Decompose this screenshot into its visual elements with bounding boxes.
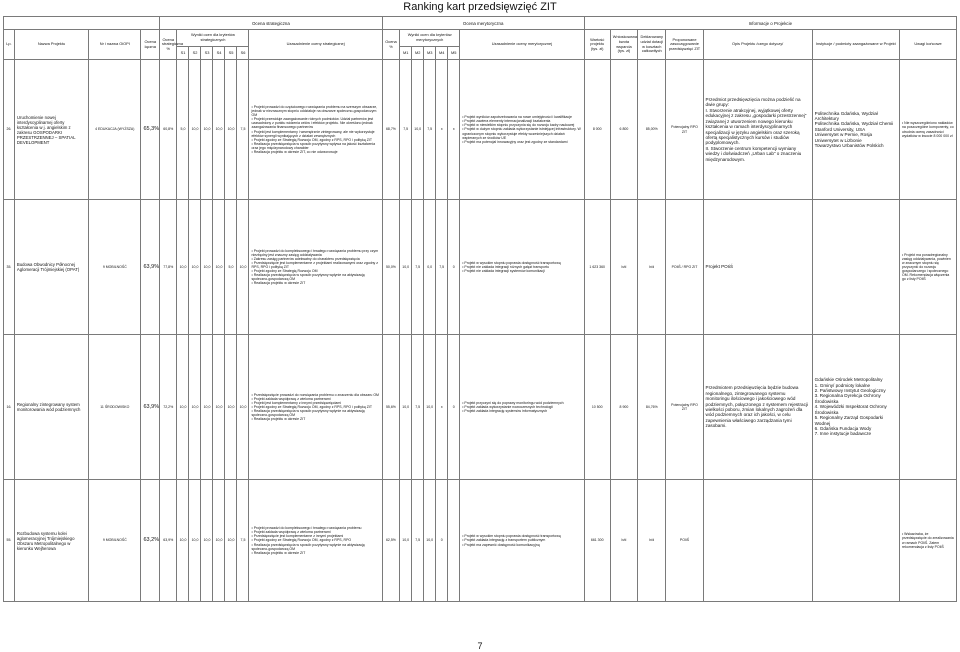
lp-cell: 55.: [4, 480, 15, 602]
total-score-cell: 63,9%: [141, 335, 160, 480]
m4-cell: x: [436, 335, 448, 480]
s3-cell: 10,0: [201, 60, 213, 200]
justification-item: • Projekt zawiera elementy internacjonalizacji kształcenia: [462, 119, 581, 123]
justification-item: • Projekt nie zakłada integracji różnych gałęzi transportu: [462, 265, 581, 269]
header-s5: S5: [225, 47, 237, 60]
institutions-cell: [812, 200, 899, 335]
justification-item: • Projekt przyczyni się do poprawy monitoringu wód podziemnych: [462, 401, 581, 405]
justification-item: • Projekt zgodny ze Strategią Rozwoju OM, zgodny z RPS, RPO: [251, 538, 379, 542]
m1-cell: 7,5: [400, 60, 412, 200]
m3-cell: 7,5: [424, 60, 436, 200]
total-score-cell: 63,9%: [141, 200, 160, 335]
funding-source-cell: POIiŚ: [666, 480, 703, 602]
header-oiopr: Nr i nazwa OiOPI: [89, 30, 141, 60]
justification-item: • Projekt nie zakłada integracji systemów komunikacji: [462, 269, 581, 273]
m2-cell: 10,0: [412, 60, 424, 200]
remarks-cell: [899, 200, 956, 335]
header-m2: M2: [412, 47, 424, 60]
justification-item: • Projekt zakłada integrację systemów informatycznych: [462, 409, 581, 413]
s1-cell: 10,0: [177, 335, 189, 480]
header-strategic-criteria: Wyniki ocen dla kryteriów strategicznych: [177, 30, 249, 47]
remarks-cell: [899, 335, 956, 480]
oiopr-cell: 9 MOBILNOŚĆ: [89, 480, 141, 602]
institution-line: 3. Regionalna Dyrekcja Ochrony Środowiska: [814, 393, 881, 404]
funding-source-cell: POIiŚ / RPO ZIT: [666, 200, 703, 335]
strategic-score-cell: 77,8%: [160, 200, 177, 335]
justification-item: • Realizacja projektu w okresie ZIT: [251, 281, 379, 285]
justification-item: • Projekt zgodny ze Strategią Rozwoju OM: [251, 269, 379, 273]
header-s3: S3: [201, 47, 213, 60]
column-header-row: [4, 30, 957, 47]
project-name-cell: Rozbudowa systemu kolei aglomeracyjnej Trójmiejskiego Obszaru Metropolitalnego w kierunku Wejherowa: [14, 480, 88, 602]
justification-item: • Projekt zakłada integrację z transportem publicznym: [462, 538, 581, 542]
header-s6: S6: [237, 47, 249, 60]
justification-item: • Projekt zgodny ze Strategią Rozwoju OM, zgodny z RPS, RPO i polityką ZIT: [251, 138, 379, 142]
s6-cell: 7,5: [237, 60, 249, 200]
project-name-cell: Uruchomienie nowej interdyscyplinarnej oferty kształcenia w j. angielskim z zakresu GOSPODARKI PRZESTRZENNEJ – SPATIAL DEVELOPMENT: [14, 60, 88, 200]
institution-line: 6. Gdańska Fundacja Wody: [814, 425, 872, 431]
m2-cell: 7,5: [412, 335, 424, 480]
substantive-score-cell: 68,7%: [382, 60, 399, 200]
m4-cell: 7,5: [436, 200, 448, 335]
institutions-cell: [812, 60, 899, 200]
m4-cell: x: [436, 60, 448, 200]
project-value-cell: 10 500: [584, 335, 610, 480]
justification-item: • Projekt prowadzi do częściowego rozwiązania problemu na szerszym obszarze, jednak w nieznacznym stopniu oddziałuje na obszarze społeczno-gospodarczym OM: [251, 105, 379, 117]
substantive-score-cell: 55,6%: [382, 335, 399, 480]
substantive-justification-cell: [460, 200, 584, 335]
substantive-score-cell: 50,0%: [382, 200, 399, 335]
header-s2: S2: [189, 47, 201, 60]
justification-item: • Realizacja projektu w okresie ZIT: [251, 417, 379, 421]
oiopr-cell: 4 EDUKACJA (WYŻSZA): [89, 60, 141, 200]
substantive-justification-cell: [460, 480, 584, 602]
group-header-strategic: Ocena strategiczna: [160, 17, 383, 30]
justification-item: • Projekt zakłada współpracę z wieloma partnerami: [251, 397, 379, 401]
s2-cell: 10,0: [189, 200, 201, 335]
s5-cell: 10,0: [225, 60, 237, 200]
institutions-cell: [812, 480, 899, 602]
strategic-justification-cell: [249, 60, 382, 200]
strategic-score-cell: 60,8%: [160, 60, 177, 200]
institution-line: Towarzystwo Urbanistów Polskich: [814, 143, 884, 149]
institution-line: Uniwersytet w Lizbonie: [814, 137, 862, 143]
institution-line: Gdańskie Ośrodek Metropolitalny: [814, 377, 883, 383]
header-m4: M4: [436, 47, 448, 60]
substantive-justification-cell: [460, 60, 584, 200]
s6-cell: 7,5: [237, 480, 249, 602]
description-cell: [703, 480, 812, 602]
m1-cell: 10,0: [400, 200, 412, 335]
institution-line: 7. Inne instytucje badawcze: [814, 431, 872, 437]
header-funding-source: Proponowane zasoczęgowanie przedsięwzięć ZIT: [666, 30, 703, 60]
justification-item: • Projekt wyników zapotrzebowania na nowe umiejętności i kwalifikacje: [462, 115, 581, 119]
s1-cell: 5,0: [177, 60, 189, 200]
header-substantive-criteria: Wyniki ocen dla kryteriów merytorycznych: [400, 30, 460, 47]
m3-cell: 10,0: [424, 480, 436, 602]
justification-item: • Projekt jest komplementarny i wewnętrznie zintegrowany, ale nie wykorzystuje efektów synergii wynikających z działań zewnętrznych: [251, 130, 379, 138]
strategic-justification-cell: [249, 200, 382, 335]
s4-cell: 10,0: [213, 60, 225, 200]
m5-cell: 0: [448, 200, 460, 335]
project-name-cell: Budowa Obwodnicy Północnej Aglomeracji Trójmiejskiej (OPAT): [14, 200, 88, 335]
institution-line: 4. Wojewódzki Inspektorat Ochrony Środowiska: [814, 404, 887, 415]
m5-cell: [448, 480, 460, 602]
subsidy-share-cell: 85,00%: [638, 60, 666, 200]
group-header-row: [4, 17, 957, 30]
substantive-justification-cell: [460, 335, 584, 480]
header-requested-amount: Wnioskowana kwota wsparcia (tys. zł): [610, 30, 637, 60]
header-substantive-score: Ocena %: [382, 30, 399, 60]
s5-cell: 10,0: [225, 335, 237, 480]
page-number: 7: [477, 641, 483, 651]
m2-cell: 7,5: [412, 200, 424, 335]
strategic-justification-cell: [249, 480, 382, 602]
header-m3: M3: [424, 47, 436, 60]
institution-line: Stanford University, USA: [814, 126, 866, 132]
remark-item: • Wskazówka, że przedsięwzięcie do zrealizowania w ramach POIiŚ. Zatem rekomendacja z listy POIiŚ: [902, 532, 954, 548]
description-cell: [703, 335, 812, 480]
lp-cell: 16.: [4, 335, 15, 480]
s5-cell: 10,0: [225, 480, 237, 602]
m5-cell: x: [448, 60, 460, 200]
institution-line: Politechnika Gdańska, Wydział Architektury: [814, 110, 878, 121]
m1-cell: 10,0: [400, 335, 412, 480]
m2-cell: 7,5: [412, 480, 424, 602]
project-value-cell: 661 300: [584, 480, 610, 602]
institution-line: 2. Państwowy Instytut Geologiczny: [814, 388, 886, 394]
justification-item: • Realizacja projektu w okresie ZIT: [251, 551, 379, 555]
header-strategic-score: Ocena strategiczna %: [160, 30, 177, 60]
description-cell: [703, 60, 812, 200]
justification-item: • Przedsięwzięcie prowadzi do rozwiązania problemu o znaczeniu dla obszaru OM: [251, 393, 379, 397]
group-header-project-info: Informacje o Projekcie: [584, 17, 956, 30]
justification-item: • Projekt w wysokim stopniu poprawia dostępność transportową: [462, 534, 581, 538]
description-line: Przedmiot przedsięwzięcia można podzielić na dwie grupy:: [705, 97, 801, 108]
remark-item: • Projekt ma ponadregionalny zasięg oddziaływania, powinien w znacznym stopniu się przyczynić do rozwoju gospodarczego i społecznego OM. Rekomendacja włączenia go z listy POIiŚ: [902, 253, 954, 282]
justification-item: • Projekt ma zapewnić dostępność komunikacyjną: [462, 543, 581, 547]
institution-line: 1. Gminy/ podmioty lokalne: [814, 382, 871, 388]
header-m5: M5: [448, 47, 460, 60]
institution-line: Uniwersytet w Pernie, Rosja: [814, 132, 873, 138]
justification-item: • Projekt ma potencjał innowacyjny oraz jest zgodny ze standardami: [462, 140, 581, 144]
lp-cell: 35.: [4, 200, 15, 335]
justification-item: • Projekt prowadzi do kompleksowego i trwałego rozwiązania problemu: [251, 526, 379, 530]
s2-cell: 10,0: [189, 480, 201, 602]
justification-item: • Realizacja przedsięwzięcia w sposób pozytywny wpłynie na aktywizację społeczno-gospodarczą OM: [251, 409, 379, 417]
funding-source-cell: Potencjalny RPO ZIT: [666, 60, 703, 200]
header-substantive-justification: Uzasadnienie oceny merytorycznej: [460, 30, 584, 60]
remark-item: • Nie wyszczególniono nakładów na poszczególne komponenty, co utrudnia ocenę zasadności wydatków w kwocie 8 000 000 zł: [902, 121, 954, 137]
oiopr-cell: 11 ŚRODOWISKO: [89, 335, 141, 480]
subsidy-share-cell: b/d: [638, 200, 666, 335]
requested-amount-cell: b/d: [610, 480, 637, 602]
lp-cell: 26.: [4, 60, 15, 200]
m3-cell: 0,0: [424, 200, 436, 335]
page-title: Ranking kart przedsięwzięć ZIT: [403, 1, 557, 13]
header-m1: M1: [400, 47, 412, 60]
total-score-cell: 63,2%: [141, 480, 160, 602]
header-strategic-justification: Uzasadnienie oceny strategicznej: [249, 30, 382, 60]
table-row: [4, 335, 957, 480]
justification-item: • Projekt zgodny ze Strategią Rozwoju OM, zgodny z RPS, RPO i polityką ZIT: [251, 405, 379, 409]
remarks-cell: [899, 60, 956, 200]
description-line: Przedmiotem przedsięwzięcia będzie budowa regionalnego, zintegrowanego systemu monitoringu ilościowego i jakościowego wód podziemnych, połączonego z systemem rejestracji wielkości poboru, zmian lokalnych zagrożeń dla wód podziemnych oraz ich jakości, w celu zapewnienia właściwego zarządzania tymi zasobami.: [705, 385, 808, 429]
institution-line: 5. Regionalny Zarząd Gospodarki Wodnej: [814, 415, 884, 426]
subsidy-share-cell: b/d: [638, 480, 666, 602]
institutions-cell: [812, 335, 899, 480]
justification-item: • Projekt w dużym stopniu zakłada wykorzystanie istniejącej infrastruktury. W ograniczonym stopniu wykorzystuje efekty wcześniejszych działań wspieranych ze środków UE: [462, 127, 581, 139]
description-line: Projekt POIiŚ: [705, 264, 734, 270]
justification-item: • Projekt w wysokim stopniu poprawia dostępność transportową: [462, 261, 581, 265]
s6-cell: 10,0: [237, 200, 249, 335]
justification-item: • Projekt w niewielkim stopniu przyczynia się do rozwoju kadry naukowej: [462, 123, 581, 127]
justification-item: • Realizacja przedsięwzięcia w sposób pozytywny wpłynie na aktywizację społeczno-gospodarczą OM: [251, 543, 379, 551]
group-header-substantive: Ocena merytoryczna: [382, 17, 584, 30]
s6-cell: 10,0: [237, 335, 249, 480]
justification-item: • Zakresu zasięg partnerów adekwatny do charakteru przedsięwzięcia: [251, 257, 379, 261]
s3-cell: 10,0: [201, 480, 213, 602]
s4-cell: 10,0: [213, 335, 225, 480]
requested-amount-cell: b/d: [610, 200, 637, 335]
description-line: II. Stworzenie centrum kompetencji wymiany wiedzy i doświadczeń „Urban Lab” o znaczeniu międzynarodowym.: [705, 145, 802, 162]
requested-amount-cell: 8 900: [610, 335, 637, 480]
justification-item: • Projekt zakłada wykorzystanie nowoczesnych technologii: [462, 405, 581, 409]
header-total-score: Ocena łączna: [141, 30, 160, 60]
project-name-cell: Regionalny zintegrowany system monitorowania wód podziemnych: [14, 335, 88, 480]
s1-cell: 10,0: [177, 200, 189, 335]
header-lp: Lp.: [4, 30, 15, 60]
justification-item: • Przedsięwzięcie jest komplementarne z projektami realizowanymi oraz zgodny z RPS, RPO i polityką ZIT: [251, 261, 379, 269]
m3-cell: 10,0: [424, 335, 436, 480]
table-row: [4, 60, 957, 200]
s4-cell: 10,0: [213, 200, 225, 335]
justification-item: • Realizacja projektu w okresie ZIT, co nie odwzorowuje: [251, 150, 379, 154]
s1-cell: 10,0: [177, 480, 189, 602]
s2-cell: 10,0: [189, 335, 201, 480]
justification-item: • Projekt przewiduje zaangażowanie różnych podmiotów. Udział partnerów jest uzasadniony z punktu widzenia celów i efektów projektu. Nie określono jednak zaangażowania finansowego partnerów: [251, 117, 379, 129]
total-score-cell: 65,3%: [141, 60, 160, 200]
funding-source-cell: Potencjalny RPO ZIT: [666, 335, 703, 480]
s3-cell: 10,0: [201, 200, 213, 335]
justification-item: • Realizacja przedsięwzięcia w sposób pozytywny wpływa na jakość kształcenia oraz jego międzynarodowy charakter: [251, 142, 379, 150]
m1-cell: 10,0: [400, 480, 412, 602]
s3-cell: 10,0: [201, 335, 213, 480]
header-s1: S1: [177, 47, 189, 60]
justification-item: • Przedsięwzięcie jest komplementarne z innymi projektami: [251, 534, 379, 538]
table-row: [4, 480, 957, 602]
header-remarks: Uwagi końcowe: [899, 30, 956, 60]
description-line: I. Stworzenie atrakcyjnej, wyjątkowej oferty edukacyjnej z zakresu „gospodarki przestrzennej” związanej z utworzeniem nowego kierunku kształcenia w ramach interdyscyplinarnych specjalizacji w języku angielskim oraz szeroką ofertą specjalistycznych kursów i studiów podyplomowych.: [705, 107, 807, 146]
justification-item: • Projekt prowadzi do kompleksowego i trwałego rozwiązania problemu przy czym niezbędny jest znaczny zasięg oddziaływania: [251, 249, 379, 257]
ranking-table: [3, 16, 957, 602]
strategic-justification-cell: [249, 335, 382, 480]
header-description: Opis Projektu /czego dotyczy/: [703, 30, 812, 60]
requested-amount-cell: 6 800: [610, 60, 637, 200]
justification-item: • Projekt jest komplementarny z innymi przedsięwzięciami: [251, 401, 379, 405]
header-name: Nazwa Projektu: [14, 30, 88, 60]
project-value-cell: 1 623 360: [584, 200, 610, 335]
oiopr-cell: 9 MOBILNOŚĆ: [89, 200, 141, 335]
remarks-cell: [899, 480, 956, 602]
header-s4: S4: [213, 47, 225, 60]
m5-cell: 0: [448, 335, 460, 480]
s4-cell: 10,0: [213, 480, 225, 602]
substantive-score-cell: 62,5%: [382, 480, 399, 602]
description-cell: [703, 200, 812, 335]
strategic-score-cell: 63,9%: [160, 480, 177, 602]
m4-cell: 0: [436, 480, 448, 602]
s5-cell: 5,0: [225, 200, 237, 335]
header-subsidy-share: Deklarowany udział dotacji w kosztach całkowitych: [638, 30, 666, 60]
subsidy-share-cell: 84,76%: [638, 335, 666, 480]
s2-cell: 10,0: [189, 60, 201, 200]
project-value-cell: 8 000: [584, 60, 610, 200]
strategic-score-cell: 72,2%: [160, 335, 177, 480]
justification-item: • Realizacja przedsięwzięcia w sposób pozytywny wpłynie na aktywizację społeczno-gospodarczą OM: [251, 273, 379, 281]
table-row: [4, 200, 957, 335]
justification-item: • Projekt zakłada współpracę z wieloma partnerami: [251, 530, 379, 534]
institution-line: Politechnika Gdańska, Wydział Chemii: [814, 121, 894, 127]
header-institutions: Instytucje / podmioty zaangażowane w Projekt: [812, 30, 899, 60]
header-project-value: Wartość projektu (tys. zł): [584, 30, 610, 60]
